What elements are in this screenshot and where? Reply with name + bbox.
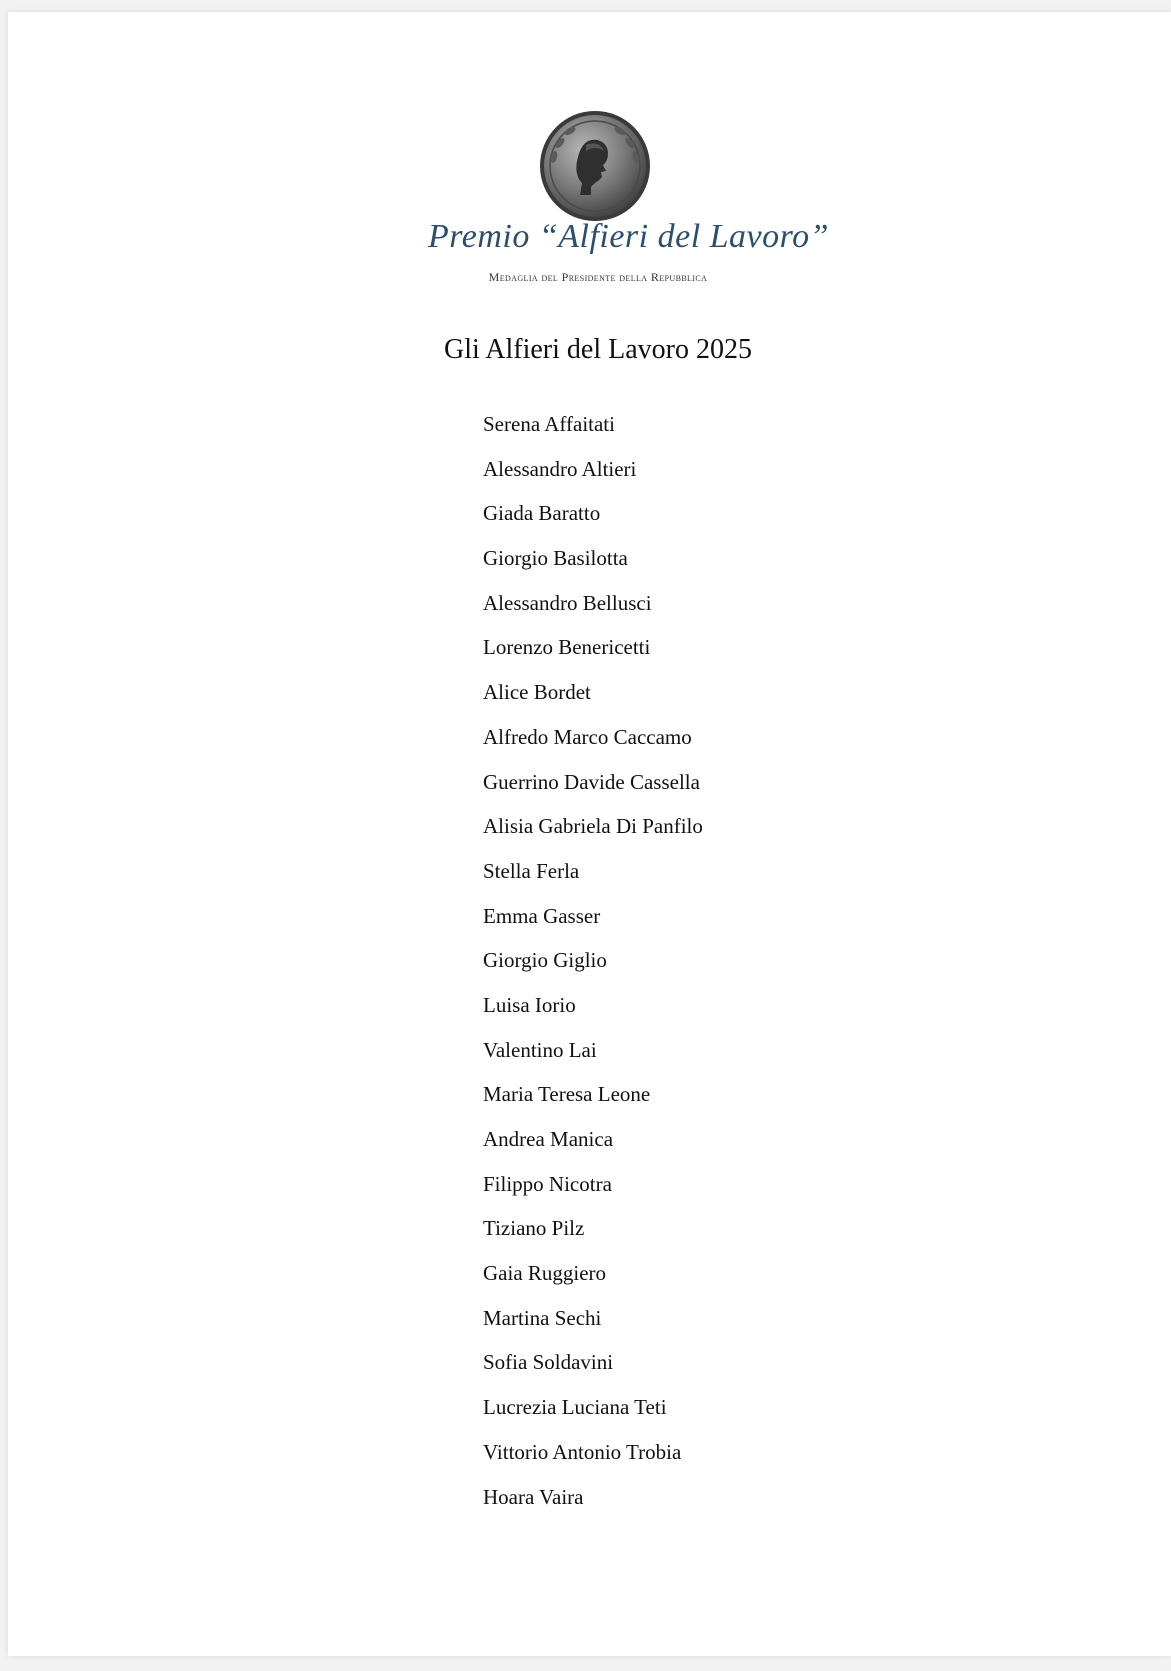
list-item: Hoara Vaira <box>483 1484 584 1509</box>
award-script-title: Premio “Alfieri del Lavoro” <box>428 218 830 255</box>
list-item: Luisa Iorio <box>483 992 576 1017</box>
list-item: Giorgio Giglio <box>483 948 607 973</box>
list-item: Giada Baratto <box>483 501 601 526</box>
award-subtitle: Medaglia del Presidente della Repubblica <box>488 270 708 284</box>
list-item: Alice Bordet <box>483 680 591 705</box>
list-item: Filippo Nicotra <box>483 1171 612 1196</box>
page-title: Gli Alfieri del Lavoro 2025 <box>444 334 752 365</box>
list-item: Maria Teresa Leone <box>483 1082 651 1107</box>
list-item: Lorenzo Benericetti <box>483 635 651 660</box>
list-item: Alessandro Altieri <box>483 456 637 481</box>
list-item: Alessandro Bellusci <box>483 590 652 615</box>
list-item: Guerrino Davide Cassella <box>483 769 700 794</box>
list-item: Tiziano Pilz <box>483 1216 585 1241</box>
list-item: Alfredo Marco Caccamo <box>483 724 692 749</box>
list-item: Stella Ferla <box>483 858 580 883</box>
list-item: Martina Sechi <box>483 1305 602 1330</box>
medal-icon <box>536 107 654 225</box>
list-item: Sofia Soldavini <box>483 1350 614 1375</box>
list-item: Gaia Ruggiero <box>483 1261 607 1286</box>
list-item: Alisia Gabriela Di Panfilo <box>483 814 703 839</box>
list-item: Valentino Lai <box>483 1037 597 1062</box>
list-item: Lucrezia Luciana Teti <box>483 1395 667 1420</box>
list-item: Emma Gasser <box>483 903 601 928</box>
list-item: Giorgio Basilotta <box>483 546 628 571</box>
names-list <box>483 412 703 1529</box>
list-item: Andrea Manica <box>483 1127 614 1151</box>
document-page <box>8 12 1171 1656</box>
list-item: Serena Affaitati <box>483 412 615 436</box>
list-item: Vittorio Antonio Trobia <box>483 1439 682 1464</box>
